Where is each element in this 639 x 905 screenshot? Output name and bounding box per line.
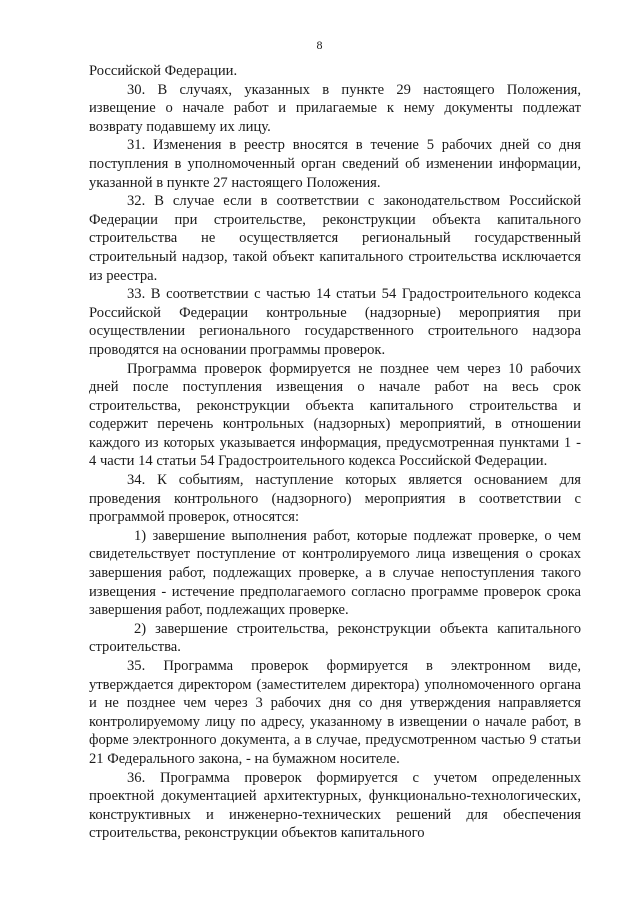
paragraph-33-program: Программа проверок формируется не позднее чем через 10 рабочих дней после поступления извещения о начале работ на весь срок строительства, реконструкции объекта капитального строительства и содержит перечень контрольных (надзорных) мероприятий, в отношении каждого из которых указывается информация, предусмотренная пунктами 1 - 4 части 14 статьи 54 Градостроительного кодекса Российской Федерации. (89, 360, 581, 470)
document-body (89, 62, 581, 843)
paragraph-32: 32. В случае если в соответствии с законодательством Российской Федерации при строительстве, реконструкции объекта капитального строительства не осуществляется региональный государственный строительный надзор, такой объект капитального строительства исключается из реестра. (89, 193, 581, 284)
paragraph-continuation: Российской Федерации. (89, 63, 238, 79)
paragraph-34: 34. К событиям, наступление которых является основанием для проведения контрольного (надзорного) мероприятия в соответствии с программой проверок, относятся: (89, 472, 581, 526)
paragraph-31: 31. Изменения в реестр вносятся в течение 5 рабочих дней со дня поступления в уполномоченный орган сведений об изменении информации, указанной в пункте 27 настоящего Положения. (89, 137, 581, 191)
paragraph-30: 30. В случаях, указанных в пункте 29 настоящего Положения, извещение о начале работ и прилагаемые к нему документы подлежат возврату подавшему их лицу. (89, 81, 581, 135)
paragraph-33: 33. В соответствии с частью 14 статьи 54 Градостроительного кодекса Российской Федерации контрольные (надзорные) мероприятия при осуществлении регионального государственного строительного надзора проводятся на основании программы проверок. (89, 286, 581, 358)
page-number: 8 (316, 38, 323, 52)
paragraph-35: 35. Программа проверок формируется в электронном виде, утверждается директором (заместителем директора) уполномоченного органа и не позднее чем через 3 рабочих дня со дня утверждения направляется контролируемому лицу по адресу, указанному в извещении о начале работ, в форме электронного документа, а в случае, предусмотренном частью 9 статьи 21 Федерального закона, - на бумажном носителе. (89, 658, 581, 767)
paragraph-36: 36. Программа проверок формируется с учетом определенных проектной документацией архитектурных, функционально-технологических, конструктивных и инженерно-технических решений для обеспечения строительства, реконструкции объектов капитального (89, 769, 581, 842)
paragraph-34-item-1: 1) завершение выполнения работ, которые подлежат проверке, о чем свидетельствует поступление от контролируемого лица извещения о сроках завершения работ, подлежащих проверке, а в случае непоступления такого извещения - истечение предполагаемого согласно программе проверок срока завершения работ, подлежащих проверке. (89, 527, 581, 619)
paragraph-34-item-2: 2) завершение строительства, реконструкции объекта капитального строительства. (89, 620, 581, 656)
